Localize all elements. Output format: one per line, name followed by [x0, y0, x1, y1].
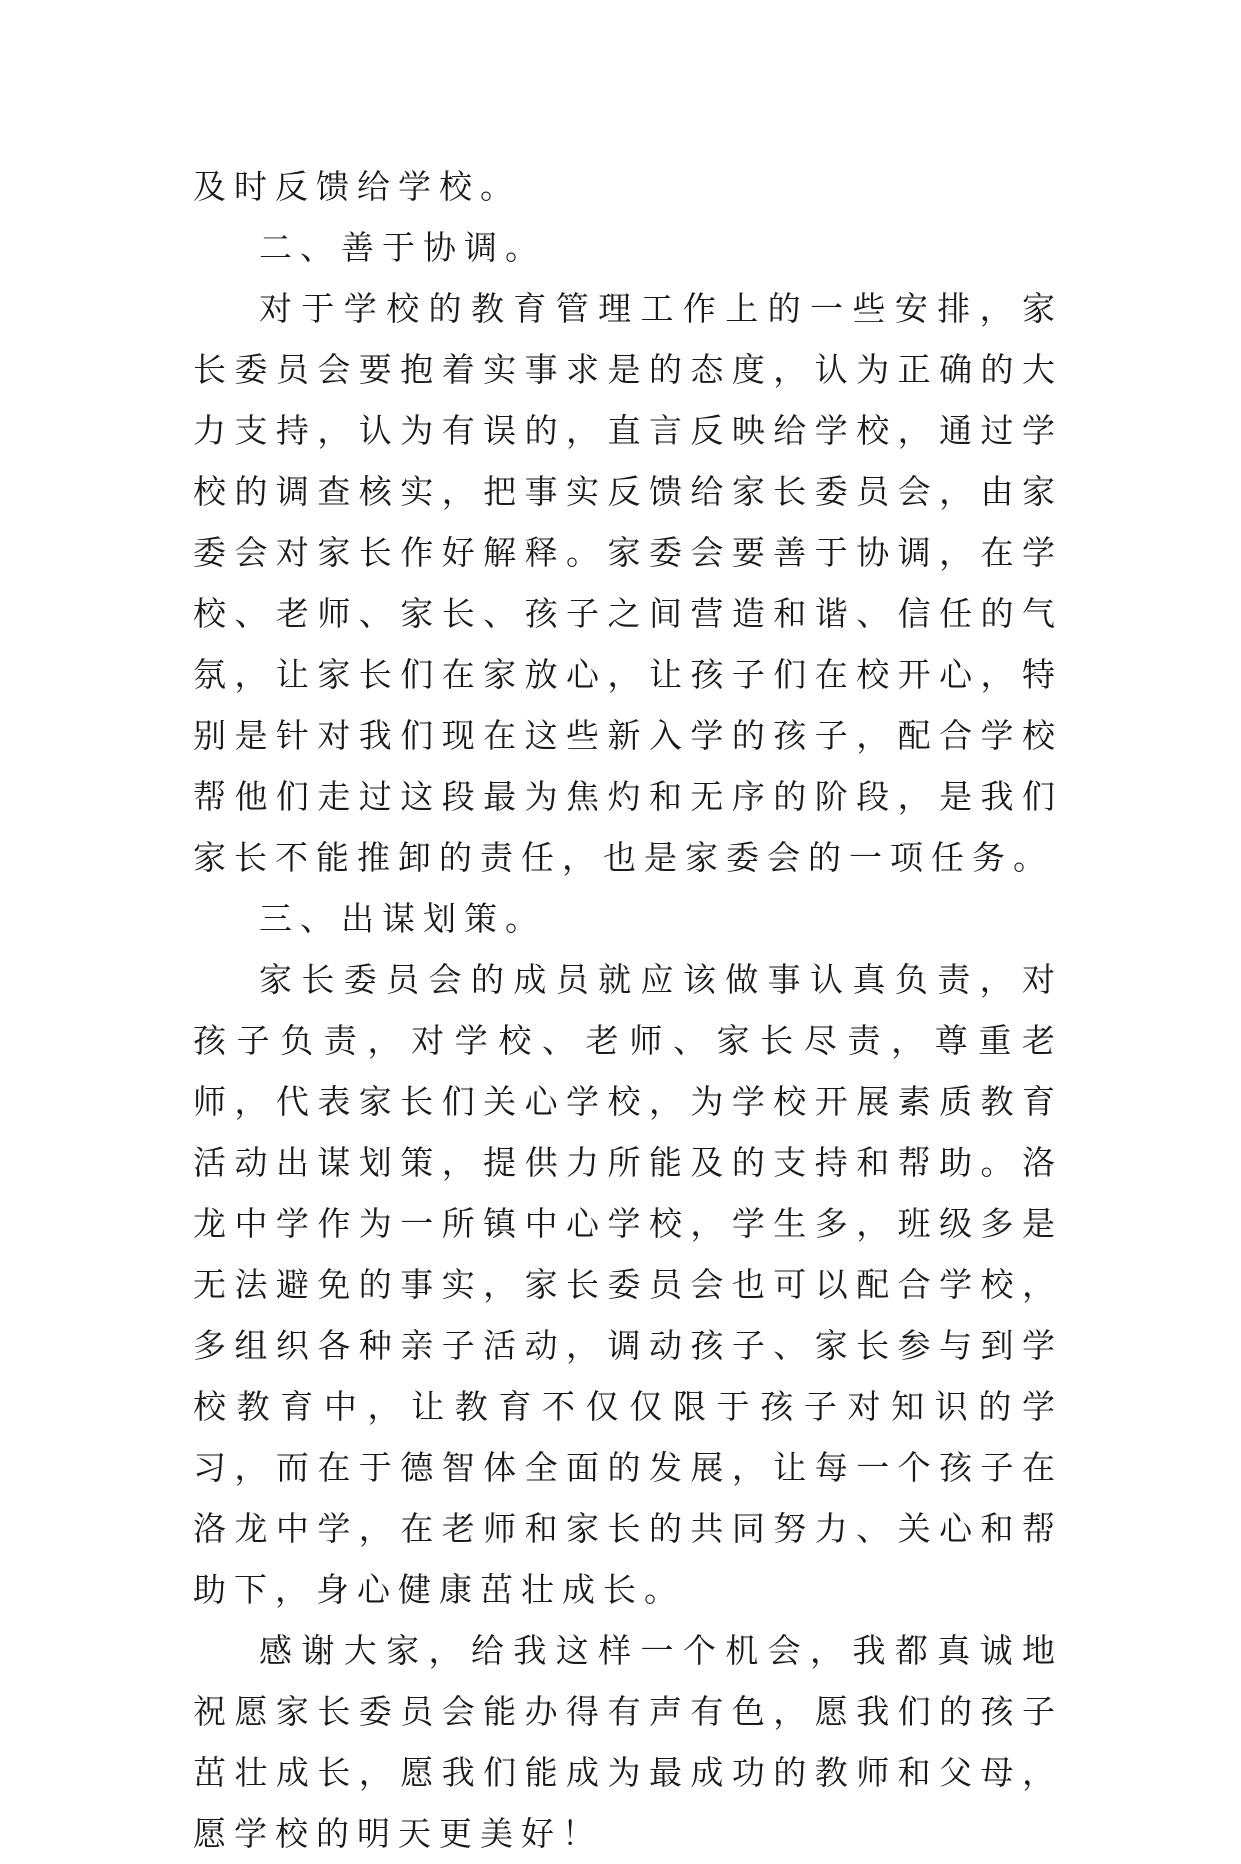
paragraph-advise-body: 家长委员会的成员就应该做事认真负责，对孩子负责，对学校、老师、家长尽责，尊重老师，代表家长们关心学校，为学校开展素质教育活动出谋划策，提供力所能及的支持和帮助。洛龙中学作为一所镇中心学校，学生多，班级多是无法避免的事实，家长委员会也可以配合学校，多组织各种亲子活动，调动孩子、家长参与到学校教育中，让教育不仅仅限于孩子对知识的学习，而在于德智体全面的发展，让每一个孩子在洛龙中学，在老师和家长的共同努力、关心和帮助下，身心健康茁壮成长。 [193, 960, 1063, 1609]
section-heading-coordinate: 二、善于协调。 [259, 228, 546, 267]
section-heading-advise: 三、出谋划策。 [259, 899, 546, 938]
paragraph-coordinate-body: 对于学校的教育管理工作上的一些安排，家长委员会要抱着实事求是的态度，认为正确的大力支持，认为有误的，直言反映给学校，通过学校的调查核实，把事实反馈给家长委员会，由家委会对家长作好解释。家委会要善于协调，在学校、老师、家长、孩子之间营造和谐、信任的气氛，让家长们在家放心，让孩子们在校开心，特别是针对我们现在这些新入学的孩子，配合学校帮他们走过这段最为焦灼和无序的阶段，是我们家长不能推卸的责任，也是家委会的一项任务。 [193, 289, 1063, 877]
document-body [193, 156, 1063, 1864]
paragraph-continuation: 及时反馈给学校。 [193, 167, 521, 206]
paragraph-closing-thanks: 感谢大家，给我这样一个机会，我都真诚地祝愿家长委员会能办得有声有色，愿我们的孩子茁壮成长，愿我们能成为最成功的教师和父母，愿学校的明天更美好！ [193, 1631, 1063, 1853]
